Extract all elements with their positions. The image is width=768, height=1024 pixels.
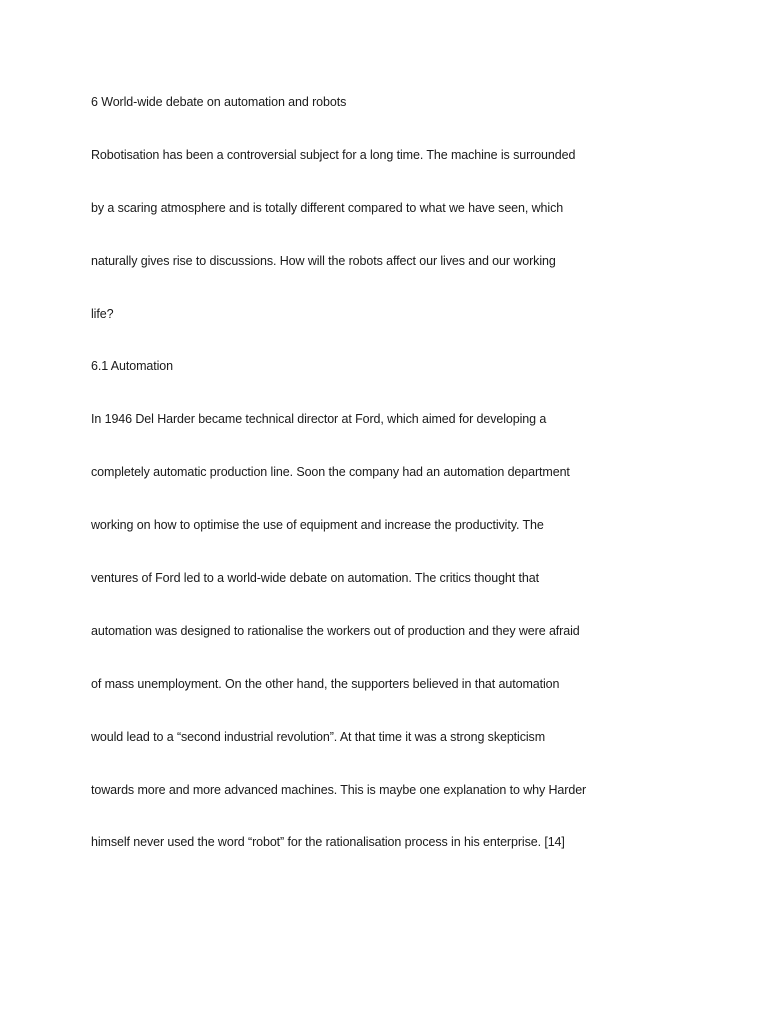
- paragraph-line: completely automatic production line. Soon the company had an automation department: [91, 465, 570, 480]
- document-body: [91, 94, 631, 887]
- paragraph-robotisation: [91, 147, 631, 359]
- paragraph-line: by a scaring atmosphere and is totally different compared to what we have seen, which: [91, 200, 564, 215]
- paragraph-automation: [91, 411, 631, 887]
- paragraph-line: Robotisation has been a controversial subject for a long time. The machine is surrounded: [91, 147, 576, 162]
- paragraph-line: towards more and more advanced machines. This is maybe one explanation to why Harder: [91, 782, 587, 797]
- paragraph-line: himself never used the word “robot” for the rationalisation process in his enterprise. [14]: [91, 835, 565, 850]
- paragraph-line: In 1946 Del Harder became technical director at Ford, which aimed for developing a: [91, 412, 547, 427]
- subsection-heading: 6.1 Automation: [91, 359, 173, 374]
- paragraph-line: would lead to a “second industrial revolution”. At that time it was a strong skepticism: [91, 729, 546, 744]
- paragraph-line: life?: [91, 306, 114, 321]
- paragraph-line: ventures of Ford led to a world-wide debate on automation. The critics thought that: [91, 571, 539, 586]
- paragraph-line: of mass unemployment. On the other hand, the supporters believed in that automation: [91, 676, 560, 691]
- paragraph-line: naturally gives rise to discussions. How will the robots affect our lives and our working: [91, 253, 556, 268]
- section-heading: 6 World-wide debate on automation and robots: [91, 95, 347, 109]
- paragraph-line: working on how to optimise the use of equipment and increase the productivity. The: [91, 518, 544, 533]
- paragraph-line: automation was designed to rationalise the workers out of production and they were afraid: [91, 623, 580, 638]
